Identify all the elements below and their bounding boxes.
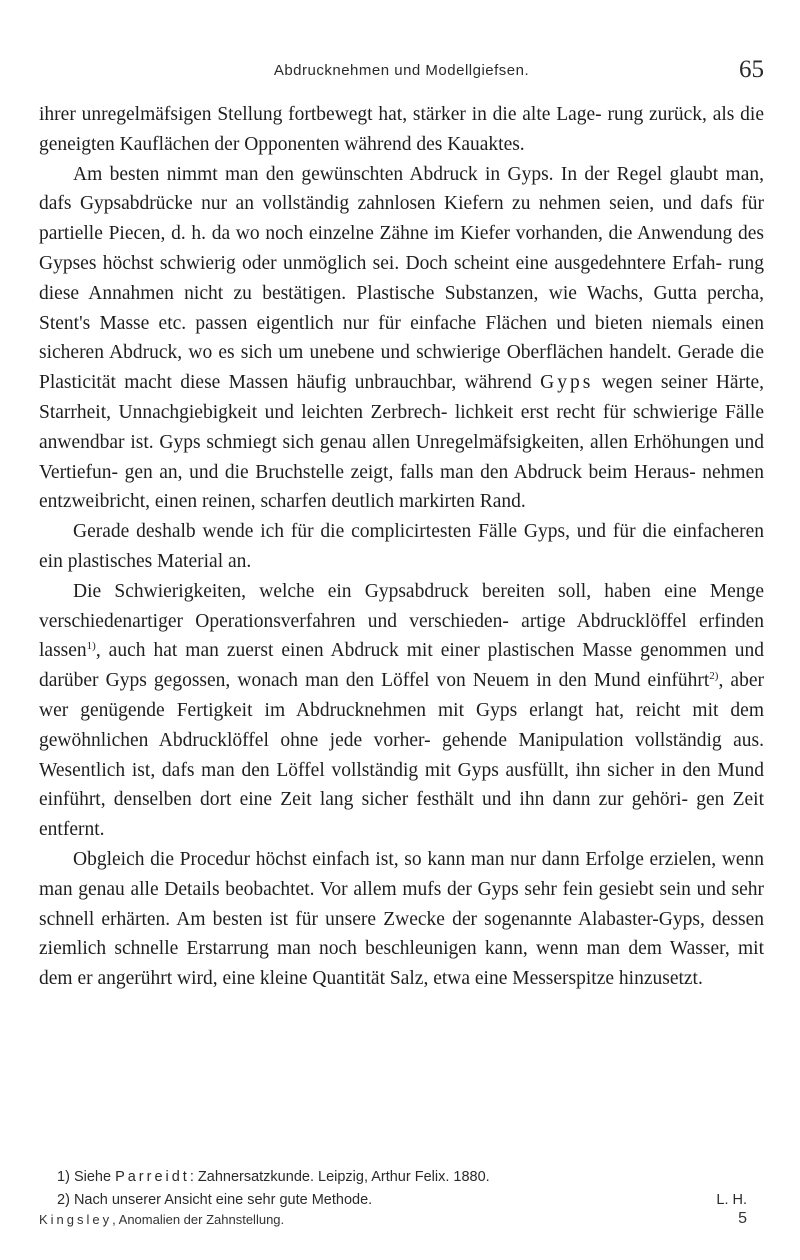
paragraph-2-start: Am besten nimmt man den gewünschten Abdruck in Gyps. In der Regel glaubt man, dafs Gypsabdrücke nur an vollständig zahnlosen Kiefern zu nehmen seien, und dafs für partielle Piecen, d. h. da wo noch einzelne Zähne im Kiefer vorhanden, die Anwendung des Gypses höchst schwierig oder unmöglich sei. Doch scheint eine ausgedehntere Erfah- rung diese Annahmen nicht zu bestätigen. Plastische Substanzen, wie Wachs, Gutta percha, Stent's Masse etc. passen eigentlich nur für einfache Flächen und bieten niemals einen sicheren Abdruck, wo es sich um unebene und schwierige Oberflächen handelt. Gerade die Plasticität macht diese Massen häufig unbrauchbar, während [39, 163, 764, 394]
running-title: Abdrucknehmen und Modellgiefsen. [273, 62, 530, 79]
paragraph-5: Obgleich die Procedur höchst einfach ist, so kann man nur dann Erfolge erzielen, wenn man genau alle Details beobachtet. Vor allem mufs der Gyps sehr fein gesiebt sein und sehr schnell erhärten. Am besten ist für unsere Zwecke der sogenannte Alabaster-Gyps, dessen ziemlich schnelle Erstarrung man noch beschleunigen kann, wenn man dem Wasser, mit dem er angerührt wird, eine kleine Quantität Salz, etwa eine Messerspitze hinzusetzt. [39, 848, 764, 990]
paragraph-2-end: wegen seiner Härte, Starrheit, Unnachgiebigkeit und leichten Zerbrech- lichkeit erst recht für schwierige Fälle anwendbar ist. Gyps schmiegt sich genau allen Unregelmäfsigkeiten, allen Erhöhungen und Vertiefun- gen an, und die Bruchstelle zeigt, falls man den Abdruck beim Heraus- nehmen entzweibricht, einen reinen, scharfen deutlich markirten Rand. [39, 372, 765, 513]
footnote-2-initials: L. H. [716, 1192, 747, 1208]
signature-mark: 5 [738, 1210, 747, 1227]
paragraph-1: ihrer unregelmäfsigen Stellung fortbewegt hat, stärker in die alte Lage- rung zurück, als die geneigten Kauflächen der Opponenten während des Kauaktes. [39, 104, 764, 155]
emphasis-gyps: Gyps [540, 372, 594, 394]
signature-title: , Anomalien der Zahnstellung. [112, 1212, 285, 1227]
signature-author: Kingsley [39, 1212, 113, 1227]
paragraph-4-part-a: Die Schwierigkeiten, welche ein Gypsabdruck bereiten soll, haben eine Menge verschiedenartiger Operationsverfahren und verschieden- artige Abdrucklöffel erfinden lassen [39, 580, 764, 662]
page-number: 65 [739, 56, 764, 83]
paragraph-3: Gerade deshalb wende ich für die complicirtesten Fälle Gyps, und für die einfacheren ein plastisches Material an. [39, 521, 764, 572]
paragraph-2 [39, 160, 764, 518]
book-page [39, 0, 764, 1260]
footnote-2 [57, 1189, 747, 1212]
footnote-2-number: 2) [57, 1192, 70, 1208]
footnote-1-prefix: Siehe [73, 1169, 112, 1185]
footnote-1-number: 1) [57, 1169, 70, 1185]
page-header [39, 56, 764, 86]
footnote-1-author: Parreidt [115, 1169, 190, 1185]
footnote-2-text: Nach unserer Ansicht eine sehr gute Methode. [73, 1192, 373, 1208]
footnote-1 [57, 1166, 747, 1189]
footnote-1-citation: : Zahnersatzkunde. Leipzig, Arthur Felix. 1880. [189, 1169, 490, 1185]
paragraph-4-part-c: , aber wer genügende Fertigkeit im Abdrucknehmen mit Gyps erlangt hat, reicht mit dem gewöhnlichen Abdrucklöffel ohne jede vorher- gehende Manipulation vollständig aus. Wesentlich ist, dafs man den Löffel vollständig mit Gyps ausfüllt, ihn sicher in den Mund einführt, denselben dort eine Zeit lang sicher festhält und ihn dann zur gehöri- gen Zeit entfernt. [39, 670, 764, 841]
paragraph-4-part-b: , auch hat man zuerst einen Abdruck mit einer plastischen Masse genommen und darüber Gyps gegossen, wonach man den Löffel von Neuem in den Mund einführt [39, 640, 764, 692]
body-text [39, 100, 764, 994]
footnotes [57, 1166, 747, 1212]
paragraph-4 [39, 577, 764, 845]
footnote-ref-2: 2) [709, 670, 719, 683]
footnote-ref-1: 1) [86, 640, 96, 653]
signature-line [39, 1212, 747, 1227]
